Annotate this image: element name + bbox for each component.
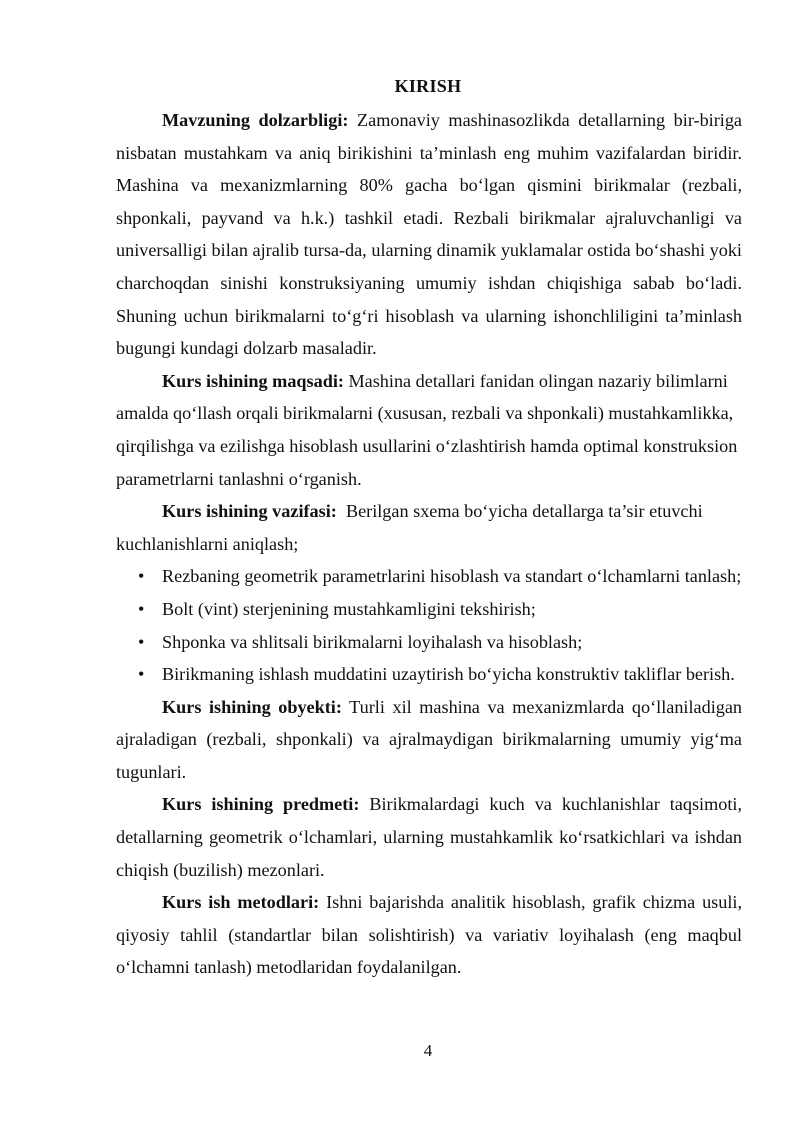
list-item xyxy=(116,658,742,691)
tasks-label: Kurs ishining vazifasi: xyxy=(162,501,337,522)
list-item xyxy=(116,593,742,626)
list-item xyxy=(116,560,742,593)
object-text: Turli xil mashina va mexanizmlarda qo‘llaniladigan ajraladigan (rezbali, shponkali) va ajralmaydigan birikmalarning umumiy yig‘ma tugunlari. xyxy=(116,696,743,782)
goal-paragraph xyxy=(116,365,742,495)
bullet-icon: • xyxy=(138,631,145,652)
list-item xyxy=(116,626,742,659)
list-item-text: Birikmaning ishlash muddatini uzaytirish bo‘yicha konstruktiv takliflar berish. xyxy=(162,664,735,685)
relevance-text: Zamonaviy mashinasozlikda detallarning bir-biriga nisbatan mustahkam va aniq birikishini ta’minlash eng muhim vazifalardan biridir. Mashina va mexanizmlarning 80% gacha bo‘lgan qismini birikmalar (rezbali, shponkali, payvand va h.k.) tashkil etadi. Rezbali birikmalar ajraluvchanligi va universalligi bilan ajralib tursa-da, ularning dinamik yuklamalar ostida bo‘shashi yoki charchoqdan sinishi konstruksiyaning umumiy ishdan chiqishiga sabab bo‘ladi. Shuning uchun birikmalarni to‘g‘ri hisoblash va ularning ishonchliligini ta’minlash bugungi kundagi dolzarb masaladir. xyxy=(116,110,743,359)
tasks-list xyxy=(116,560,742,690)
section-title: KIRISH xyxy=(394,76,462,96)
object-paragraph xyxy=(116,691,742,789)
methods-text: Ishni bajarishda analitik hisoblash, grafik chizma usuli, qiyosiy tahlil (standartlar bilan solishtirish) va variativ loyihalash (eng maqbul o‘lchamni tanlash) metodlaridan foydalanilgan. xyxy=(116,892,742,978)
list-item-text: Bolt (vint) sterjenining mustahkamligini tekshirish; xyxy=(162,598,536,619)
goal-text: Mashina detallari fanidan olingan nazariy bilimlarni amalda qo‘llash orqali birikmalarni (xususan, rezbali va shponkali) mustahkamlikka, qirqilishga va ezilishga hisoblash usullarini o‘zlashtirish hamda optimal konstruksion parametrlarni tanlashni o‘rganish. xyxy=(116,370,738,489)
subject-text: Birikmalardagi kuch va kuchlanishlar taqsimoti, detallarning geometrik o‘lchamlari, ularning mustahkamlik ko‘rsatkichlari va ishdan chiqish (buzilish) mezonlari. xyxy=(116,794,742,880)
subject-label: Kurs ishining predmeti: xyxy=(162,794,360,815)
tasks-paragraph xyxy=(116,495,742,560)
bullet-icon: • xyxy=(138,664,145,685)
methods-label: Kurs ish metodlari: xyxy=(162,892,320,913)
page-number: 4 xyxy=(423,1041,433,1060)
list-item-text: Rezbaning geometrik parametrlarini hisoblash va standart o‘lchamlarni tanlash; xyxy=(162,566,742,587)
bullet-icon: • xyxy=(138,566,145,587)
relevance-label: Mavzuning dolzarbligi: xyxy=(162,110,349,130)
object-label: Kurs ishining obyekti: xyxy=(162,696,342,717)
relevance-paragraph xyxy=(116,104,742,365)
tasks-text: Berilgan sxema bo‘yicha detallarga ta’sir etuvchi kuchlanishlarni aniqlash; xyxy=(116,501,708,554)
list-item-text: Shponka va shlitsali birikmalarni loyihalash va hisoblash; xyxy=(162,631,583,652)
subject-paragraph xyxy=(116,788,742,886)
bullet-icon: • xyxy=(138,598,145,619)
methods-paragraph xyxy=(116,886,742,984)
body-text xyxy=(116,104,742,984)
goal-label: Kurs ishining maqsadi: xyxy=(162,370,344,391)
